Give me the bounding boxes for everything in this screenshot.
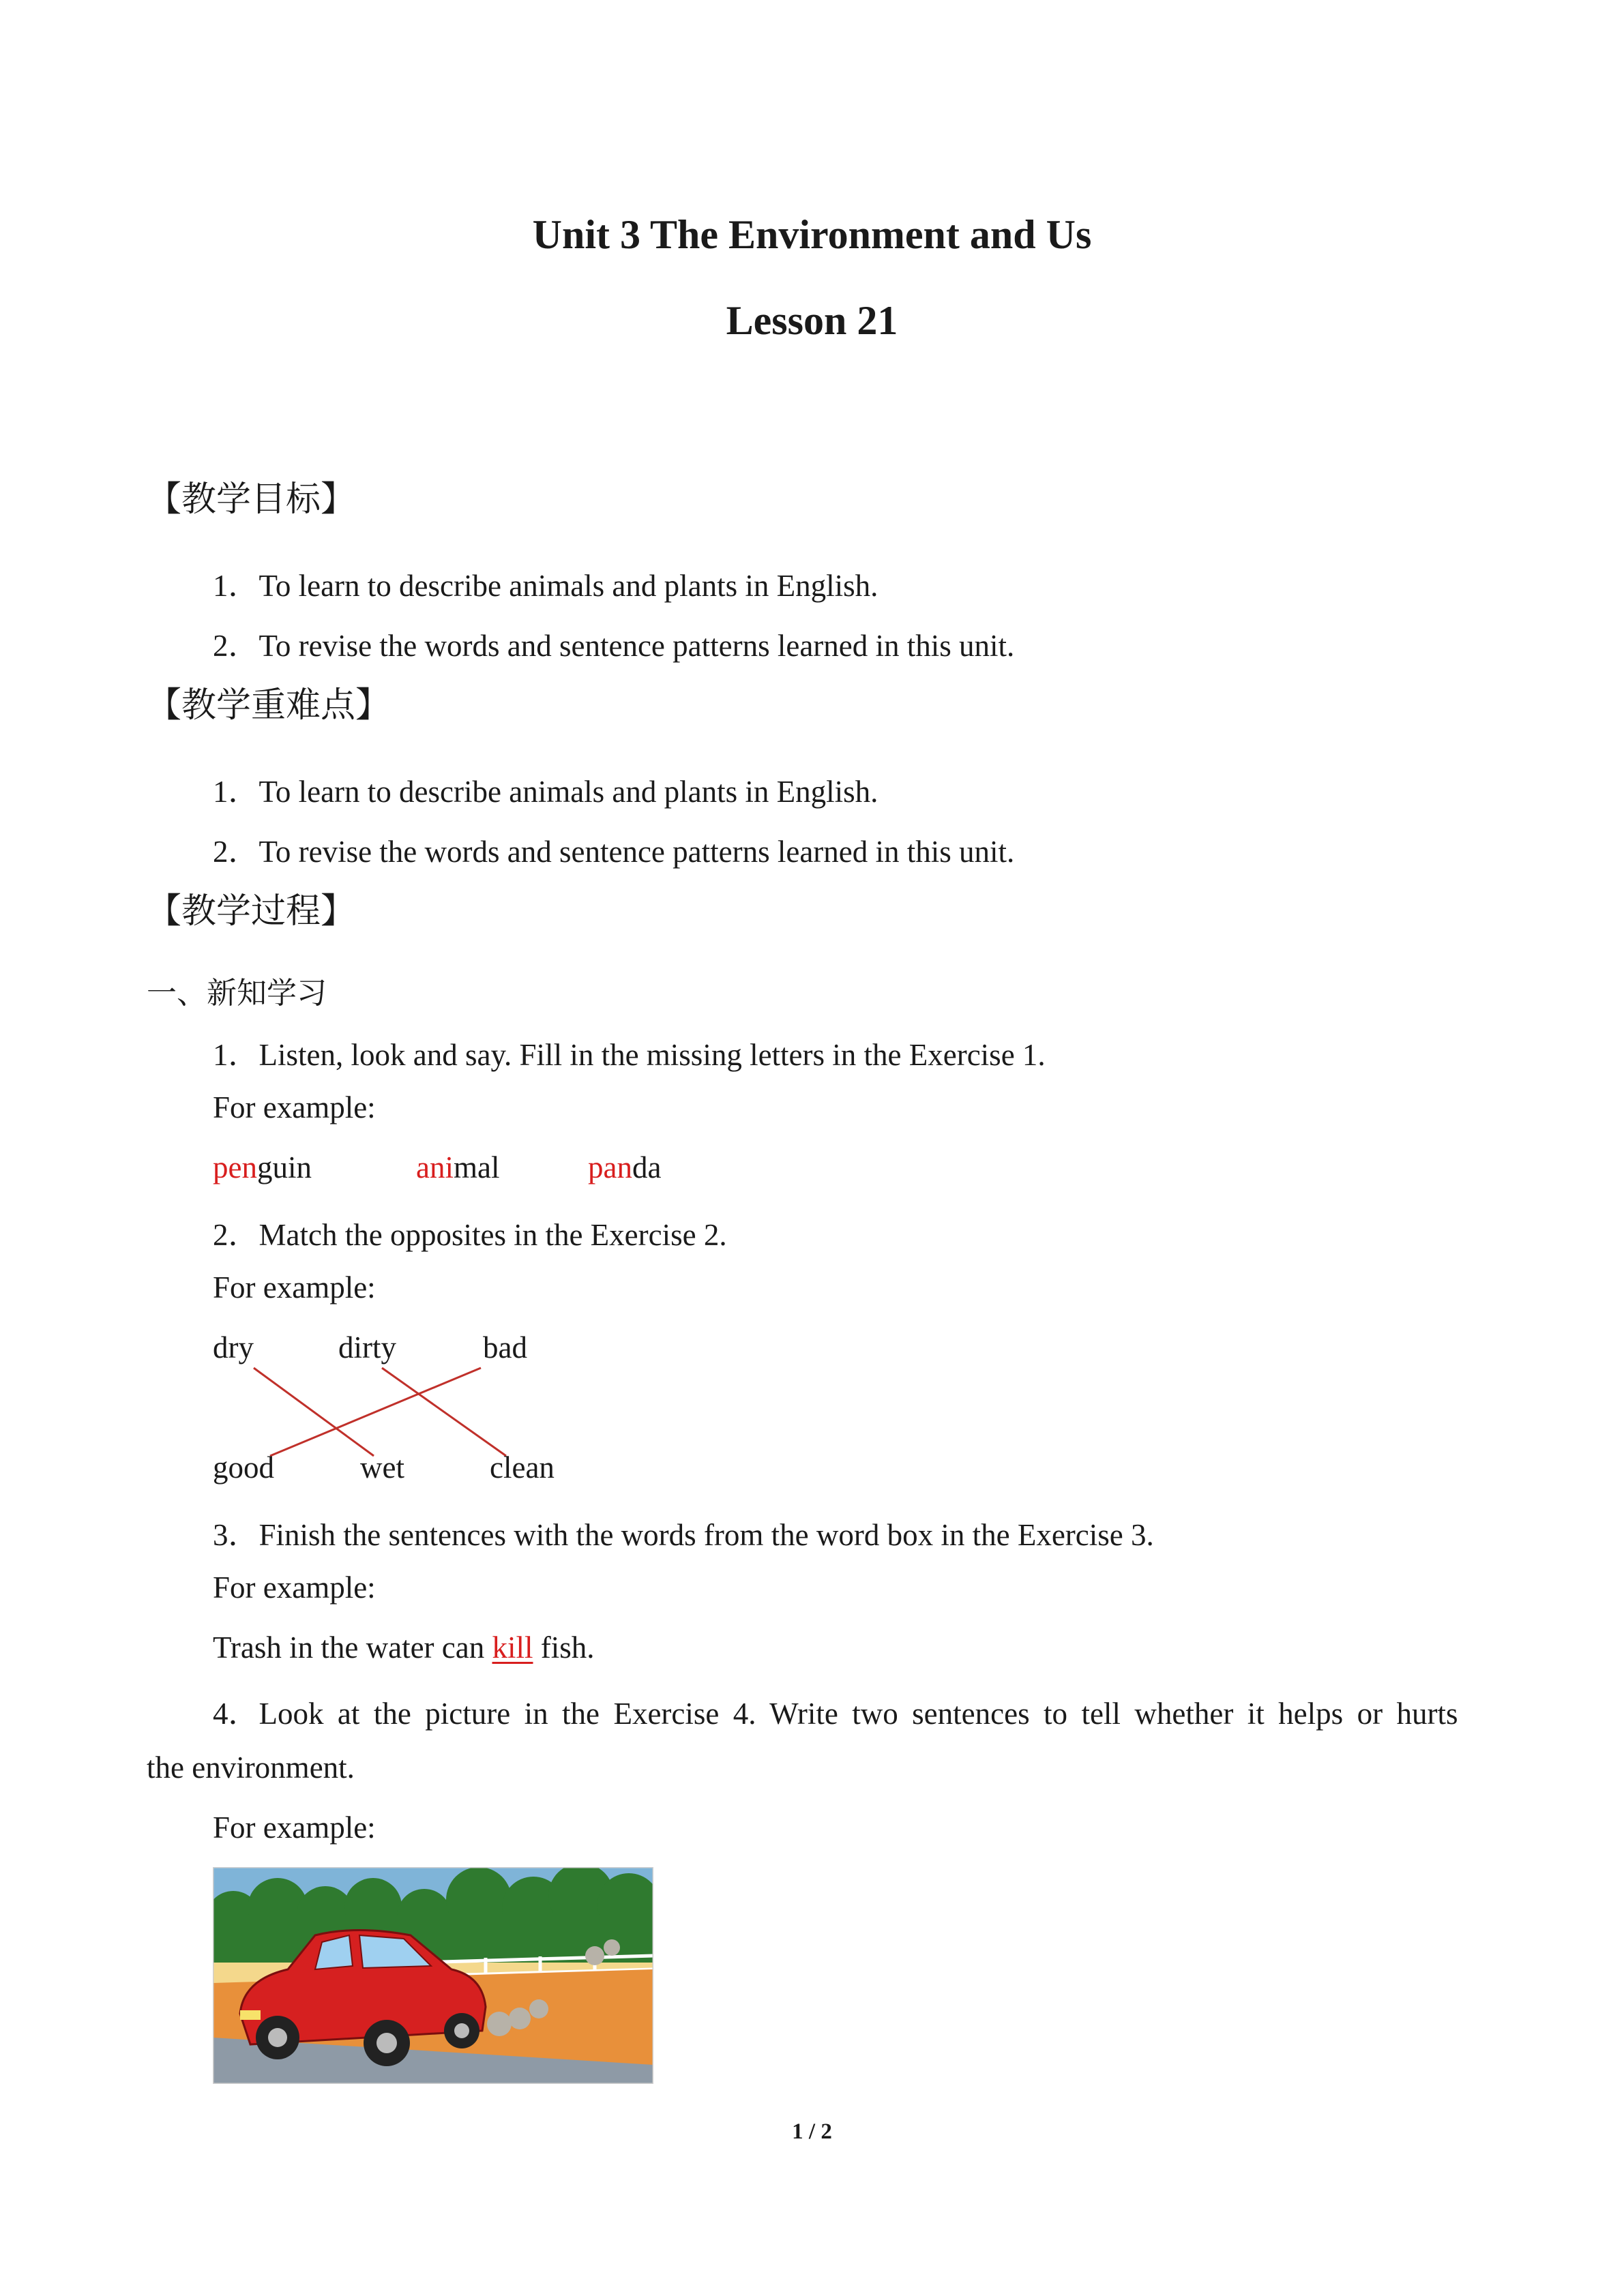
example-word: panda [588,1150,662,1184]
match-line-dry-wet [254,1368,374,1456]
objective-item: 2．To revise the words and sentence patterns learned in this unit. [213,629,1015,663]
key-point-item: 2．To revise the words and sentence patterns learned in this unit. [213,835,1015,869]
match-word-bottom: good [213,1450,274,1485]
exercise-3-instruction: 3．Finish the sentences with the words from the word box in the Exercise 3. [213,1518,1154,1552]
match-word-top: dry [213,1330,254,1365]
match-line-bad-good [270,1368,481,1456]
match-word-top: dirty [338,1330,396,1365]
lesson-title: Lesson 21 [726,298,898,343]
key-point-item: 1．To learn to describe animals and plants in English. [213,775,879,809]
subsection-title: 一、新知学习 [147,976,327,1011]
exercise-1-instruction: 1．Listen, look and say. Fill in the missing letters in the Exercise 1. [213,1038,1046,1072]
exercise-3-example-sentence: Trash in the water can kill fish. [213,1630,595,1665]
match-word-top: bad [483,1330,527,1365]
example-word: penguin [213,1150,312,1184]
exercise-3-example-label: For example: [213,1570,376,1605]
exercise-4-instruction-cont: the environment. [147,1750,355,1785]
exercise-2-example-label: For example: [213,1270,376,1304]
exercise-1-example-label: For example: [213,1090,376,1124]
match-word-bottom: clean [490,1450,555,1485]
match-word-bottom: wet [360,1450,404,1485]
section-heading-objectives: 【教学目标】 [147,479,356,520]
exercise-2-instruction: 2．Match the opposites in the Exercise 2. [213,1218,727,1252]
section-heading-key-points: 【教学重难点】 [147,685,391,726]
match-line-dirty-clean [382,1368,506,1456]
car-pollution-illustration [213,1867,653,2084]
objective-item: 1．To learn to describe animals and plants in English. [213,569,879,603]
page-number: 1 / 2 [792,2119,832,2144]
example-word: animal [416,1150,500,1184]
exercise-4-instruction: 4．Look at the picture in the Exercise 4. Write two sentences to tell whether it helps or hurts [213,1697,1458,1731]
document-title: Unit 3 The Environment and Us [532,212,1092,257]
section-heading-process: 【教学过程】 [147,891,356,931]
exercise-4-example-label: For example: [213,1810,376,1845]
answer-word: kill [492,1630,533,1665]
